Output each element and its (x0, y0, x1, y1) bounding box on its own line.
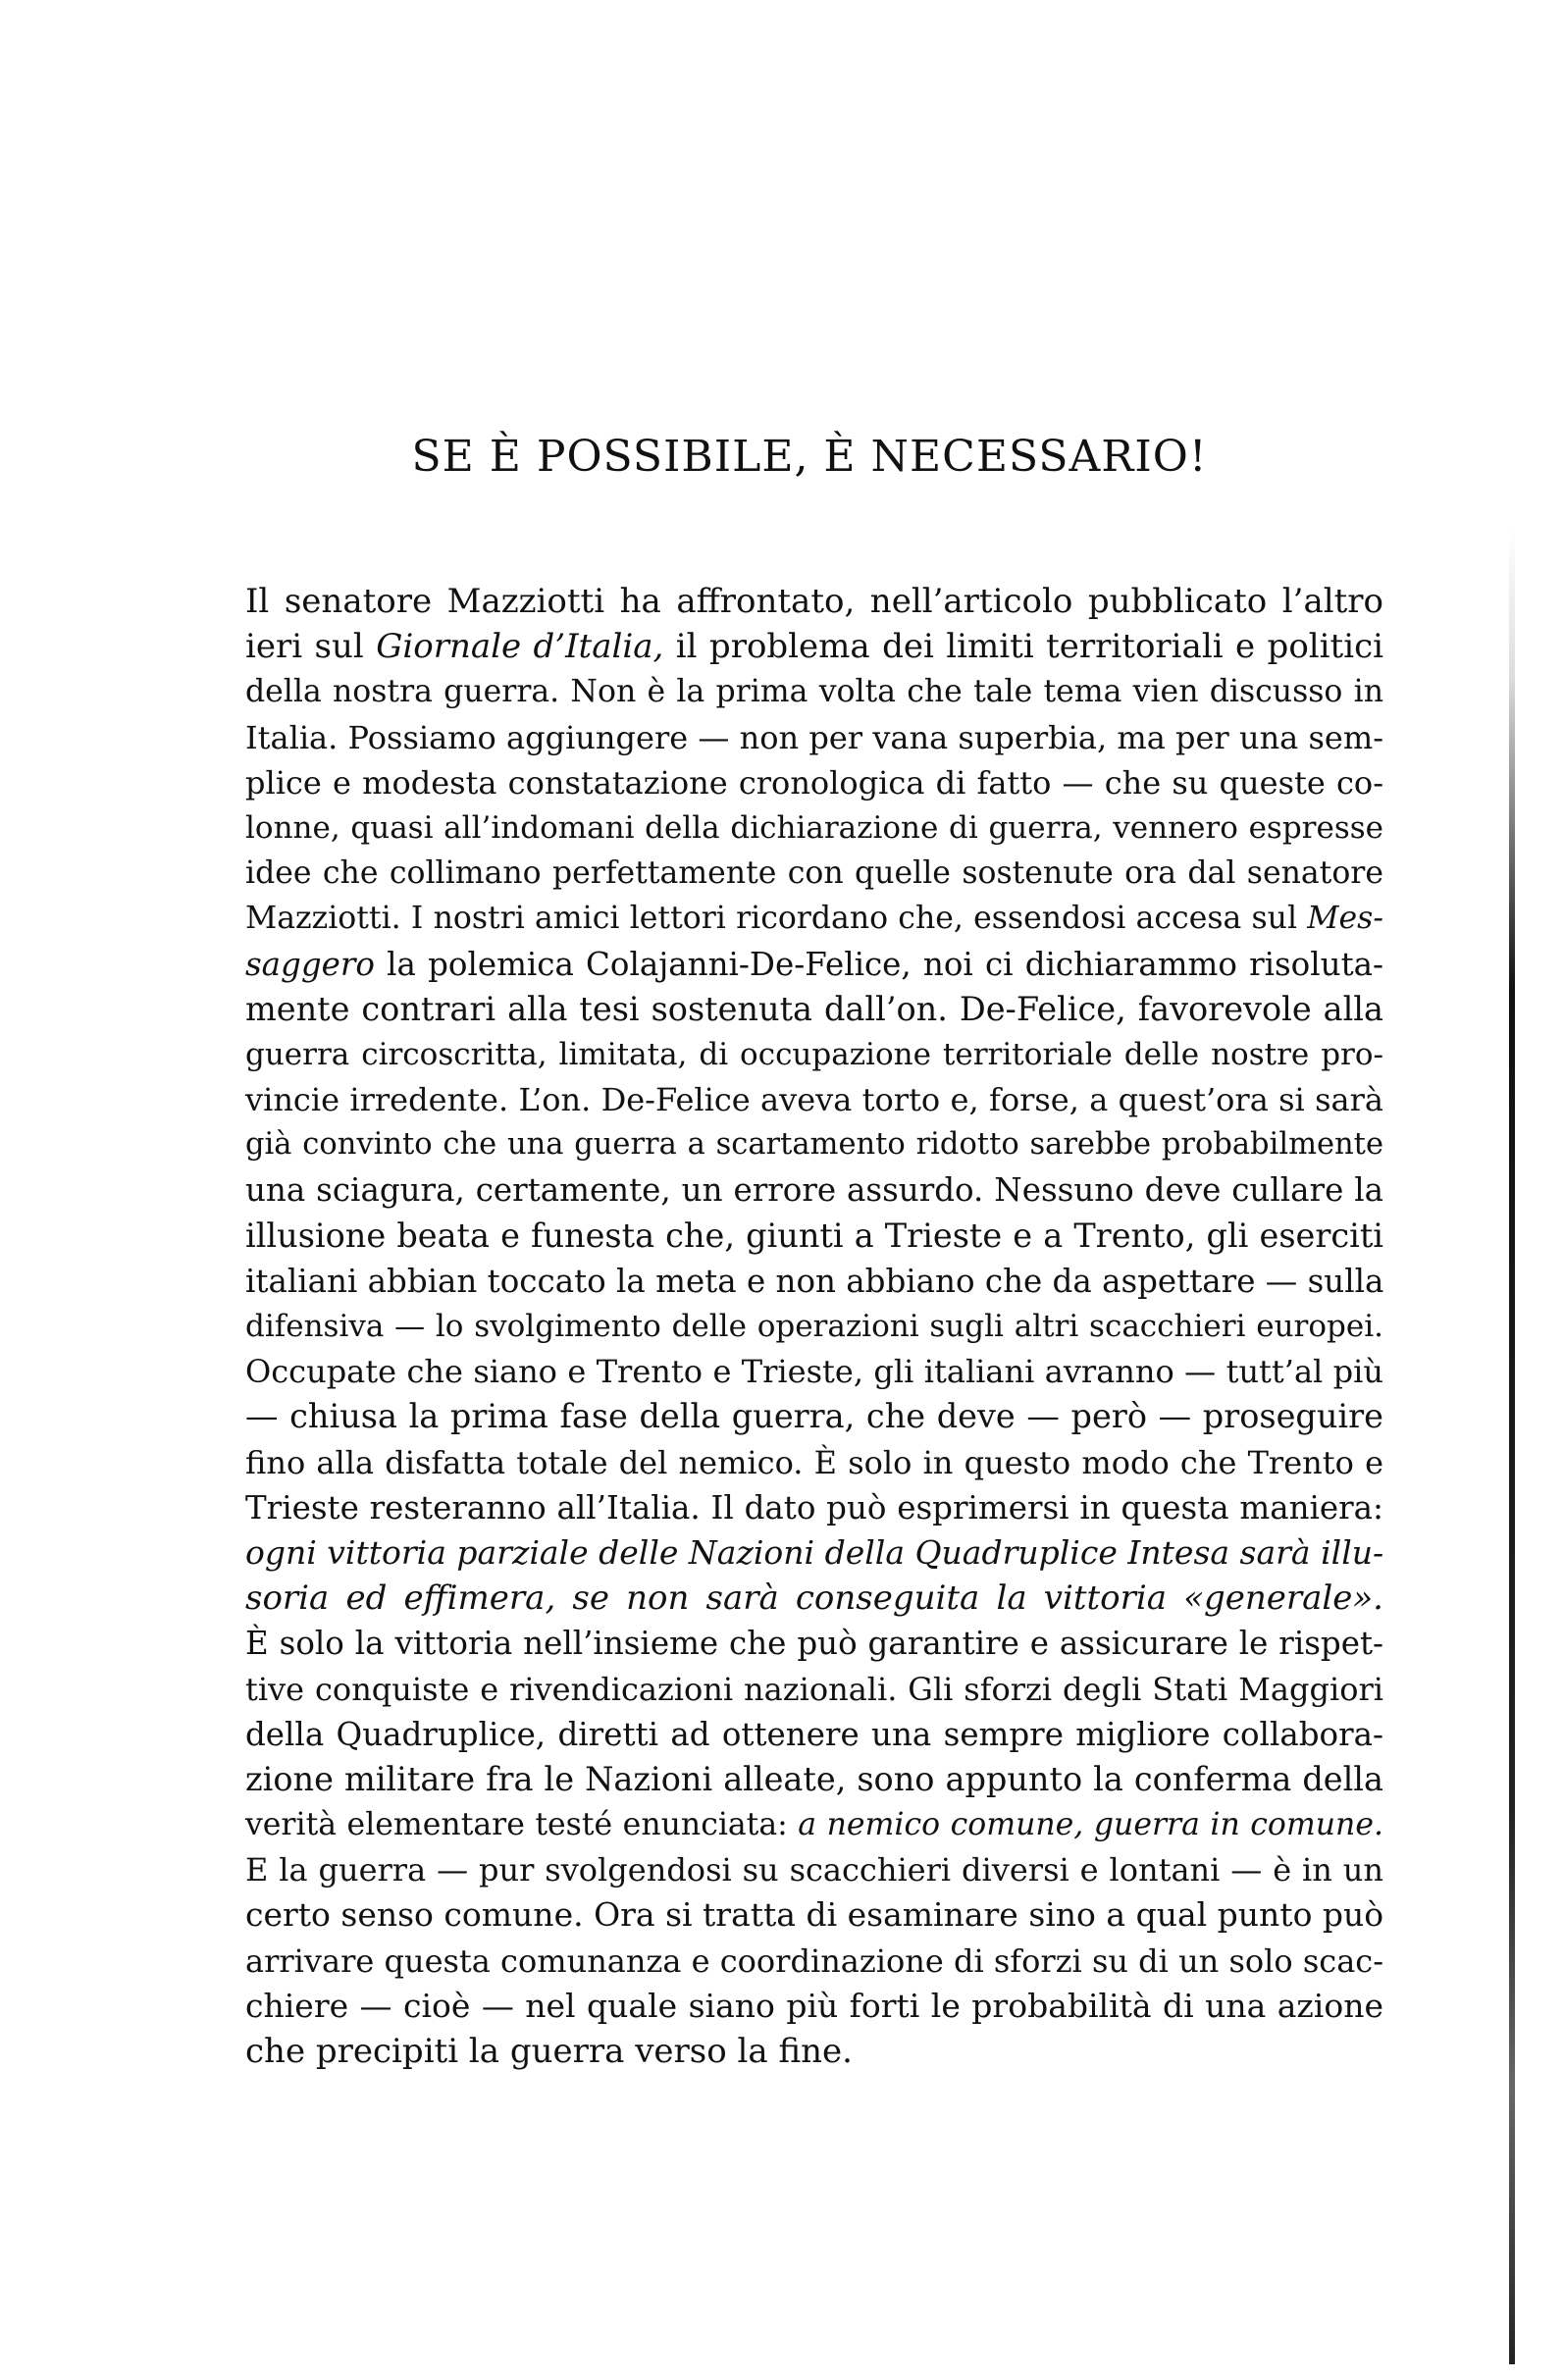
italic-run: soria ed effimera, se non sarà conseguita la vittoria «generale». (245, 1578, 1383, 1619)
text-run: — chiusa la prima fase della guerra, che deve — però — proseguire (245, 1397, 1383, 1436)
text-line (245, 987, 1383, 1032)
text-run: illusione beata e funesta che, giunti a Trieste e a Trento, gli eserciti (245, 1216, 1383, 1255)
text-run: certo senso comune. Ora si tratta di esaminare sino a qual punto può (245, 1895, 1384, 1935)
text-run: ieri sul (245, 627, 377, 667)
text-line (245, 1621, 1383, 1666)
text-line (245, 1167, 1383, 1213)
text-line (245, 1939, 1383, 1984)
text-line (245, 805, 1383, 851)
text-line (245, 896, 1383, 941)
text-line (245, 1349, 1383, 1394)
text-run: la polemica Colajanni-De-Felice, noi ci dichiarammo risoluta- (375, 945, 1383, 983)
text-line (245, 1802, 1383, 1847)
text-run: Mazziotti. I nostri amici lettori ricordano che, essendosi accesa sul (245, 901, 1308, 937)
text-run: Trieste resteranno all’Italia. Il dato può esprimersi in questa maniera: (245, 1488, 1383, 1526)
italic-run: saggero (245, 945, 375, 983)
text-run: tive conquiste e rivendicazioni nazionali. Gli sforzi degli Stati Maggiori (245, 1670, 1383, 1708)
text-run: chiere — cioè — nel quale siano più forti le probabilità di una azione (245, 1986, 1383, 2025)
italic-run: Giornale d’Italia, (376, 627, 664, 667)
italic-run: Mes- (1307, 901, 1383, 937)
text-line (245, 2029, 1383, 2074)
text-line (245, 1485, 1383, 1530)
text-run: Occupate che siano e Trento e Trieste, gli italiani avranno — tutt’al più (245, 1353, 1383, 1391)
article-body (245, 579, 1383, 2074)
text-line (245, 760, 1383, 805)
text-line (245, 1757, 1383, 1802)
text-run: idee che collimano perfettamente con quelle sostenute ora dal senatore (245, 855, 1383, 892)
text-run: zione militare fra le Nazioni alleate, sono appunto la conferma della (245, 1759, 1383, 1798)
text-run: guerra circoscritta, limitata, di occupazione territoriale delle nostre pro- (245, 1036, 1383, 1072)
text-line (245, 1847, 1383, 1892)
text-line (245, 1712, 1383, 1757)
text-run: vincie irredente. L’on. De-Felice aveva torto e, forse, a quest’ora si sarà (245, 1081, 1383, 1119)
text-run: È solo la vittoria nell’insieme che può garantire e assicurare le rispet- (245, 1625, 1383, 1663)
text-line (245, 1667, 1383, 1712)
text-line (245, 1440, 1383, 1485)
text-line (245, 1576, 1383, 1621)
text-line (245, 1077, 1383, 1122)
text-line (245, 942, 1383, 987)
text-run: mente contrari alla tesi sostenuta dall’on. De-Felice, favorevole alla (245, 989, 1383, 1028)
text-run: della Quadruplice, diretti ad ottenere una sempre migliore collabora- (245, 1715, 1383, 1753)
text-run: già convinto che una guerra a scartamento ridotto sarebbe probabilmente (245, 1127, 1383, 1163)
text-run: il problema dei limiti territoriali e politici (663, 627, 1383, 667)
text-run: della nostra guerra. Non è la prima volta che tale tema vien discusso in (245, 674, 1383, 710)
text-run: fino alla disfatta totale del nemico. È solo in questo modo che Trento e (245, 1443, 1383, 1481)
text-run: italiani abbian toccato la meta e non abbiano che da aspettare — sulla (245, 1262, 1384, 1300)
text-line (245, 1530, 1383, 1576)
text-line (245, 624, 1383, 669)
text-line (245, 1304, 1383, 1349)
text-line (245, 579, 1383, 624)
italic-run: a nemico comune, guerra in comune. (798, 1807, 1383, 1843)
text-line (245, 669, 1383, 714)
text-run: E la guerra — pur svolgendosi su scacchieri diversi e lontani — è in un (245, 1851, 1383, 1889)
text-line (245, 1892, 1383, 1938)
text-line (245, 715, 1383, 760)
text-run: Il senatore Mazziotti ha affrontato, nell’articolo pubblicato l’altro (245, 582, 1383, 621)
text-run: una sciagura, certamente, un errore assurdo. Nessuno deve cullare la (245, 1171, 1383, 1210)
text-run: lonne, quasi all’indomani della dichiarazione di guerra, vennero espresse (245, 809, 1383, 846)
text-line (245, 1122, 1383, 1167)
text-run: difensiva — lo svolgimento delle operazioni sugli altri scacchieri europei. (245, 1309, 1383, 1344)
text-line (245, 1394, 1383, 1439)
text-run: verità elementare testé enunciata: (245, 1807, 799, 1843)
text-line (245, 851, 1383, 896)
page-edge-shadow (1509, 530, 1515, 2364)
text-line (245, 1032, 1383, 1077)
italic-run: ogni vittoria parziale delle Nazioni della Quadruplice Intesa sarà illu- (245, 1532, 1384, 1572)
text-run: plice e modesta constatazione cronologica di fatto — che su queste co- (245, 763, 1383, 802)
article-title: SE È POSSIBILE, È NECESSARIO! (411, 432, 1208, 482)
text-line (245, 1984, 1383, 2029)
text-run: Italia. Possiamo aggiungere — non per vana superbia, ma per una sem- (245, 718, 1383, 756)
text-run: arrivare questa comunanza e coordinazione di sforzi su di un solo scac- (245, 1941, 1383, 1980)
text-run: che precipiti la guerra verso la fine. (245, 2032, 853, 2071)
text-line (245, 1214, 1383, 1259)
text-line (245, 1259, 1383, 1304)
